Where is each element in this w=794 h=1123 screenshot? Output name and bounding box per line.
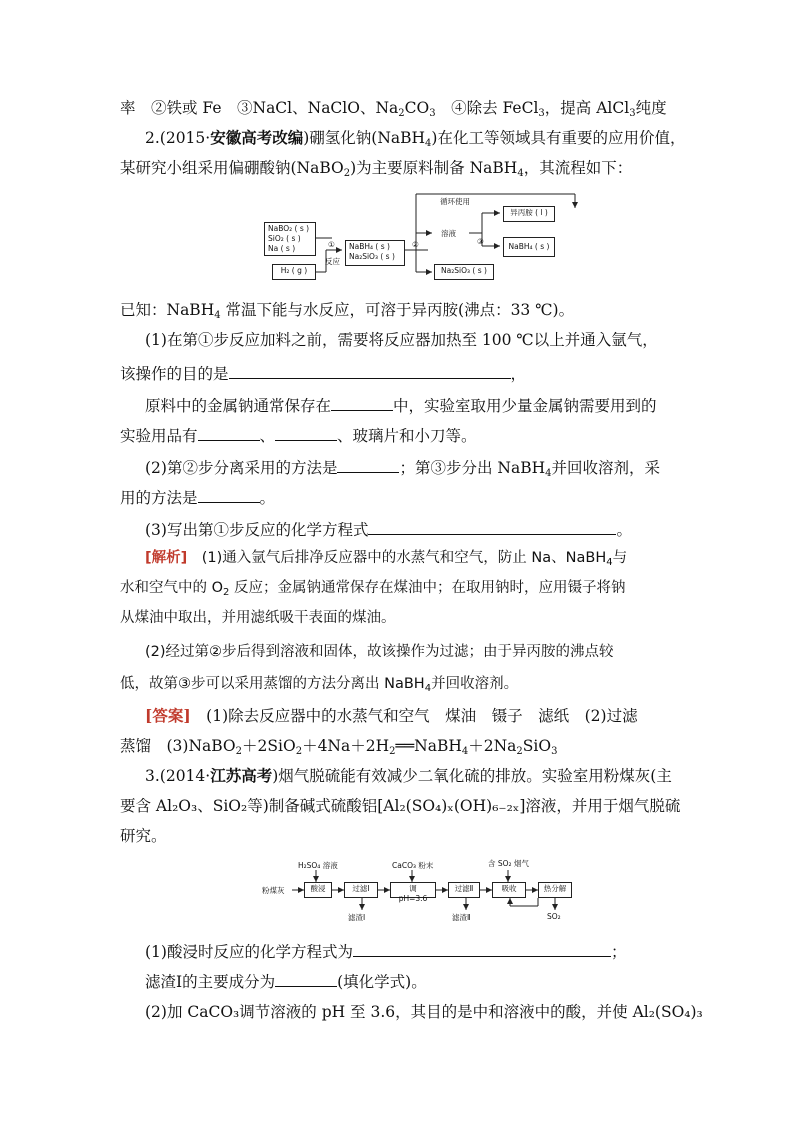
q2-part3: (3)写出第①步反应的化学方程式 。 — [145, 518, 632, 540]
so2-gas-label: 含 SO₂ 烟气 — [488, 859, 529, 868]
caco3-label: CaCO₃ 粉末 — [392, 861, 434, 870]
question-2-line2: 某研究小组采用偏硼酸钠(NaBO$_2$)为主要原料制备 NaBH$_4$，其流程如下： — [120, 159, 633, 179]
analysis-line1: [解析] (1)通入氩气后排净反应器中的水蒸气和空气，防止 Na、NaBH$_4$与 — [145, 550, 628, 568]
question-2-header: 2.(2015·安徽高考改编)硼氢化钠(NaBH$_4$)在化工等领域具有重要的应用价值， — [145, 128, 686, 149]
question-3-line2: 要含 Al₂O₃、SiO₂等)制备碱式硫酸铝[Al₂(SO₄)ₓ(OH)₆₋₂ₓ]溶液，并用于烟气脱硫 — [120, 797, 681, 815]
so2-out-label: SO₂ — [547, 912, 561, 921]
solution-label: 溶液 — [441, 229, 456, 238]
raw-materials-box: NaBO₂ ( s ) SiO₂ ( s ) Na ( s ) — [264, 222, 316, 256]
filter1-box: 过滤Ⅰ — [344, 882, 378, 898]
filter2-box: 过滤Ⅱ — [448, 882, 480, 898]
analysis-line3: 从煤油中取出，并用滤纸吸干表面的煤油。 — [120, 610, 396, 626]
reaction-label: 反应 — [325, 257, 340, 266]
analysis-line5: 低，故第③步可以采用蒸馏的方法分离出 NaBH$_4$并回收溶剂。 — [120, 676, 519, 694]
question-3-line3: 研究。 — [120, 827, 167, 845]
product-mixture-box: NaBH₄ ( s ) Na₂SiO₃ ( s ) — [345, 240, 405, 266]
q2-part2-line1: (2)第②步分离采用的方法是 ；第③步分出 NaBH$_4$并回收溶剂，采 — [145, 456, 660, 478]
q2-part1-line4: 实验用品有 、 、玻璃片和小刀等。 — [120, 424, 477, 446]
na2sio3-box: Na₂SiO₃ ( s ) — [434, 264, 494, 280]
absorb-box: 吸收 — [492, 882, 526, 898]
step3-label: ③ — [477, 237, 484, 246]
residue2-label: 滤渣Ⅱ — [452, 913, 471, 922]
known-condition: 已知：NaBH$_4$ 常温下能与水反应，可溶于异丙胺(沸点：33 ℃)。 — [120, 301, 575, 321]
answer-line-q1: 率 ②铁或 Fe ③NaCl、NaClO、$Na_2CO_3$ ④除去 FeCl$_3$，提高 AlCl$_3$纯度 — [120, 99, 667, 119]
q3-part1-line2: 滤渣Ⅰ的主要成分为 (填化学式)。 — [145, 970, 427, 992]
hydrogen-box: H₂ ( g ) — [272, 264, 316, 280]
analysis-line4: (2)经过第②步后得到溶液和固体，故该操作为过滤；由于异丙胺的沸点较 — [145, 644, 614, 660]
recycle-label: 循环使用 — [440, 197, 470, 206]
question-3-header: 3.(2014·江苏高考)烟气脱硫能有效减少二氧化硫的排放。实验室用粉煤灰(主 — [145, 766, 672, 785]
acid-leach-box: 酸浸 — [304, 882, 332, 898]
q3-part1-line1: (1)酸浸时反应的化学方程式为 ； — [145, 940, 626, 962]
adjust-ph-box: 调 pH=3.6 — [390, 882, 436, 898]
q2-part2-line2: 用的方法是 。 — [120, 486, 275, 508]
answer-line2: 蒸馏 $(3)NaBO_2+2SiO_2+4Na+2H_2══NaBH_4+2Na_2SiO_3$ — [120, 737, 558, 757]
q2-part1-line2: 该操作的目的是 ， — [120, 362, 526, 384]
h2so4-label: H₂SO₄ 溶液 — [298, 861, 338, 870]
answer-blank[interactable] — [275, 970, 337, 987]
isopropylamine-box: 异丙胺 ( l ) — [503, 206, 555, 222]
nabh4-product-box: NaBH₄ ( s ) — [503, 237, 555, 257]
analysis-line2: 水和空气中的 $O_2$ 反应；金属钠通常保存在煤油中；在取用钠时，应用镊子将钠 — [120, 580, 626, 598]
residue1-label: 滤渣Ⅰ — [348, 913, 366, 922]
answer-blank[interactable] — [353, 940, 611, 957]
fly-ash-label: 粉煤灰 — [262, 886, 285, 895]
q2-part1-line3: 原料中的金属钠通常保存在 中，实验室取用少量金属钠需要用到的 — [145, 394, 657, 416]
answer-line1: [答案] (1)除去反应器中的水蒸气和空气 煤油 镊子 滤纸 (2)过滤 — [145, 706, 638, 725]
step2-label: ② — [412, 240, 419, 249]
q2-part1-line1: (1)在第①步反应加料之前，需要将反应器加热至 100 ℃以上并通入氩气， — [145, 331, 658, 349]
decompose-box: 热分解 — [538, 882, 572, 898]
q3-part2-line1: (2)加 CaCO₃调节溶液的 pH 至 3.6，其目的是中和溶液中的酸，并使 Al₂(SO₄)₃ — [145, 1003, 703, 1021]
step1-label: ① — [328, 240, 335, 249]
